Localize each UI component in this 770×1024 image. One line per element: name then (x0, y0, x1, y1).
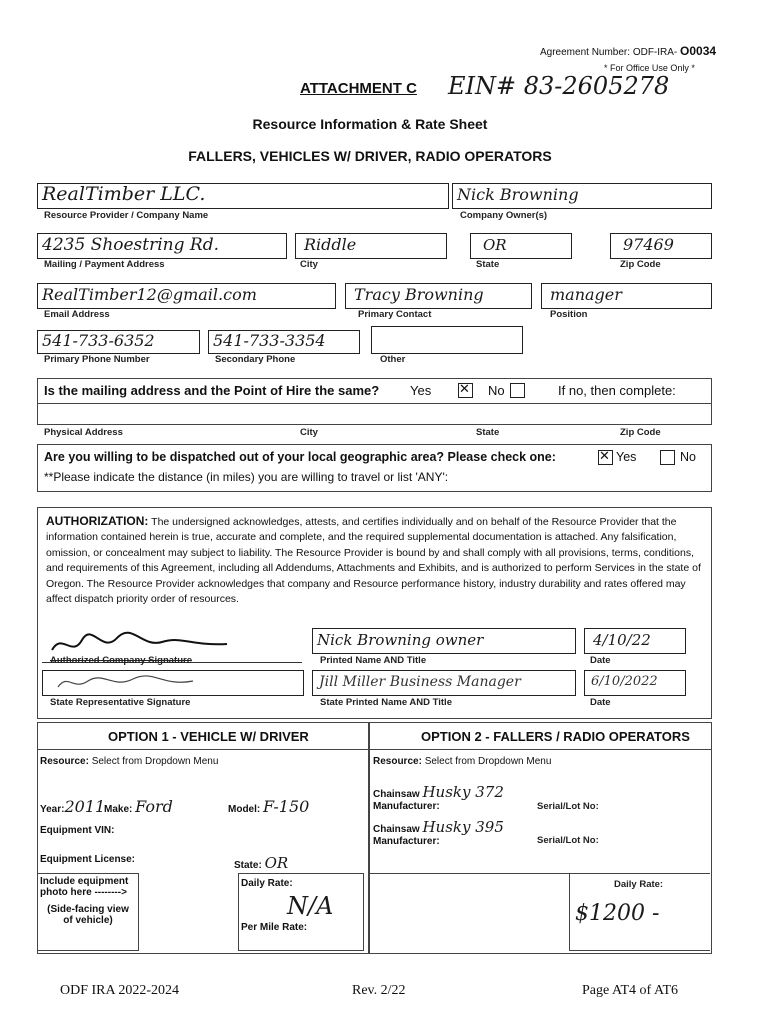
authorization-heading: AUTHORIZATION: (46, 514, 149, 528)
footer-right: Page AT4 of AT6 (582, 983, 679, 998)
make-field[interactable]: Make: Ford (104, 797, 173, 816)
option2-section (368, 722, 712, 954)
other-label: Other (380, 354, 406, 365)
physical-address-label: Physical Address (44, 427, 123, 438)
vehicle-rate-value: N/A (287, 892, 334, 920)
agreement-number: O0034 (680, 44, 717, 58)
state-printed-label: State Printed Name AND Title (320, 697, 452, 708)
physical-state-label: State (476, 427, 500, 438)
date-label-1: Date (590, 655, 611, 666)
office-use-note: * For Office Use Only * (604, 63, 695, 73)
serial-label-2: Serial/Lot No: (537, 835, 599, 846)
photo-label-1: Include equipment photo here --------> (40, 876, 129, 898)
position-label: Position (550, 309, 588, 320)
primary-contact-field[interactable]: Tracy Browning (345, 283, 532, 309)
vehicle-state-field[interactable]: State: OR (234, 854, 289, 872)
dispatch-yes-label: Yes (616, 450, 637, 464)
dispatch-section (37, 444, 712, 492)
state-field[interactable]: OR (470, 233, 572, 259)
authorization-text: The undersigned acknowledges, attests, and certifies individually and on behalf of the Resource Provider that the information contained herein is true, accurate and complete, and the required supplemental documentation is attached. Any falsification, omission, or concealment may subject to liability. The Resource Provider is bound by and shall comply with all provisions, terms, conditions, and requirements of this Agreement, including all Addendums, Attachments and Exhibits, and is authorized to perform Services in the state of Oregon. The Resource Provider acknowledges that company and Resource performance history, industry durability and rates offered may affect dispatch priority order of resources. (46, 516, 701, 606)
authorization-section (37, 507, 712, 719)
mailing-label: Mailing / Payment Address (44, 259, 165, 270)
faller-daily-rate-value: $1200 - (575, 901, 660, 926)
chainsaw-1[interactable]: Chainsaw Husky 372 Manufacturer: (373, 783, 504, 812)
secondary-phone-label: Secondary Phone (215, 354, 296, 365)
city-label: City (300, 259, 318, 270)
primary-contact-label: Primary Contact (358, 309, 432, 320)
per-mile-label: Per Mile Rate: (241, 922, 308, 933)
state-label: State (476, 259, 500, 270)
printed-name-label: Printed Name AND Title (320, 655, 427, 666)
ein-handwritten: EIN# 83-2605278 (448, 72, 670, 100)
license-field[interactable]: Equipment License: (40, 854, 136, 865)
faller-daily-rate-label: Daily Rate: (614, 879, 664, 890)
company-name-field[interactable]: RealTimber LLC. (37, 183, 449, 209)
email-label: Email Address (44, 309, 110, 320)
other-field[interactable] (371, 326, 523, 354)
mailing-no-label: No (488, 383, 505, 398)
year-field[interactable]: Year:2011 (40, 797, 106, 816)
option1-title: OPTION 1 - VEHICLE W/ DRIVER (108, 729, 309, 744)
company-signature-label: Authorized Company Signature (50, 655, 192, 666)
vehicle-daily-rate-label: Daily Rate: (241, 878, 293, 889)
primary-phone-field[interactable]: 541-733-6352 (37, 330, 200, 354)
mailing-no-checkbox[interactable] (510, 383, 525, 398)
secondary-phone-field[interactable]: 541-733-3354 (208, 330, 360, 354)
physical-zip-label: Zip Code (620, 427, 661, 438)
mailing-yes-checkbox[interactable] (458, 383, 473, 398)
owner-label: Company Owner(s) (460, 210, 548, 221)
mailing-question: Is the mailing address and the Point of Hire the same? (44, 383, 380, 398)
state-signature-field[interactable] (42, 670, 304, 696)
attachment-title: ATTACHMENT C (300, 80, 417, 97)
zip-label: Zip Code (620, 259, 661, 270)
vehicle-rate-box[interactable] (238, 873, 364, 951)
zip-field[interactable]: 97469 (610, 233, 712, 259)
photo-area[interactable] (38, 873, 139, 951)
footer-left: ODF IRA 2022-2024 (60, 983, 180, 998)
mailing-question-row (37, 378, 712, 404)
mailing-address-field[interactable]: 4235 Shoestring Rd. (37, 233, 287, 259)
position-field[interactable]: manager (541, 283, 712, 309)
physical-address-row[interactable] (37, 402, 712, 425)
owner-field[interactable]: Nick Browning (452, 183, 712, 209)
dispatch-no-checkbox[interactable] (660, 450, 675, 465)
photo-label-2: (Side-facing view of vehicle) (47, 904, 129, 926)
option2-resource[interactable]: Resource: Select from Dropdown Menu (373, 756, 552, 767)
dispatch-no-label: No (680, 450, 696, 464)
dispatch-question: Are you willing to be dispatched out of your local geographic area? Please check one: (44, 450, 556, 464)
distance-note: **Please indicate the distance (in miles) you are willing to travel or list 'ANY': (44, 470, 449, 484)
company-name-label: Resource Provider / Company Name (44, 210, 209, 221)
agreement-label: Agreement Number: ODF-IRA- O0034 (540, 44, 717, 58)
state-signature-scribble (43, 671, 223, 693)
city-field[interactable]: Riddle (295, 233, 447, 259)
model-field[interactable]: Model: F-150 (228, 797, 310, 816)
vin-field[interactable]: Equipment VIN: (40, 825, 115, 836)
mailing-yes-label: Yes (410, 383, 432, 398)
state-signature-label: State Representative Signature (50, 697, 191, 708)
physical-city-label: City (300, 427, 318, 438)
option1-section (37, 722, 370, 954)
footer-center: Rev. 2/22 (352, 983, 406, 998)
dispatch-yes-checkbox[interactable] (598, 450, 613, 465)
option1-resource[interactable]: Resource: Select from Dropdown Menu (40, 756, 219, 767)
printed-name-field[interactable]: Nick Browning owner (312, 628, 576, 654)
primary-phone-label: Primary Phone Number (44, 354, 150, 365)
email-field[interactable]: RealTimber12@gmail.com (37, 283, 336, 309)
chainsaw-2[interactable]: Chainsaw Husky 395 Manufacturer: (373, 818, 504, 847)
serial-label-1: Serial/Lot No: (537, 801, 599, 812)
page-title: FALLERS, VEHICLES W/ DRIVER, RADIO OPERATORS (188, 148, 552, 164)
date-field-2[interactable]: 6/10/2022 (584, 670, 686, 696)
date-field-1[interactable]: 4/10/22 (584, 628, 686, 654)
state-printed-field[interactable]: Jill Miller Business Manager (312, 670, 576, 696)
date-label-2: Date (590, 697, 611, 708)
if-no-note: If no, then complete: (558, 383, 676, 398)
option2-title: OPTION 2 - FALLERS / RADIO OPERATORS (421, 729, 690, 744)
page-subtitle: Resource Information & Rate Sheet (252, 116, 488, 132)
